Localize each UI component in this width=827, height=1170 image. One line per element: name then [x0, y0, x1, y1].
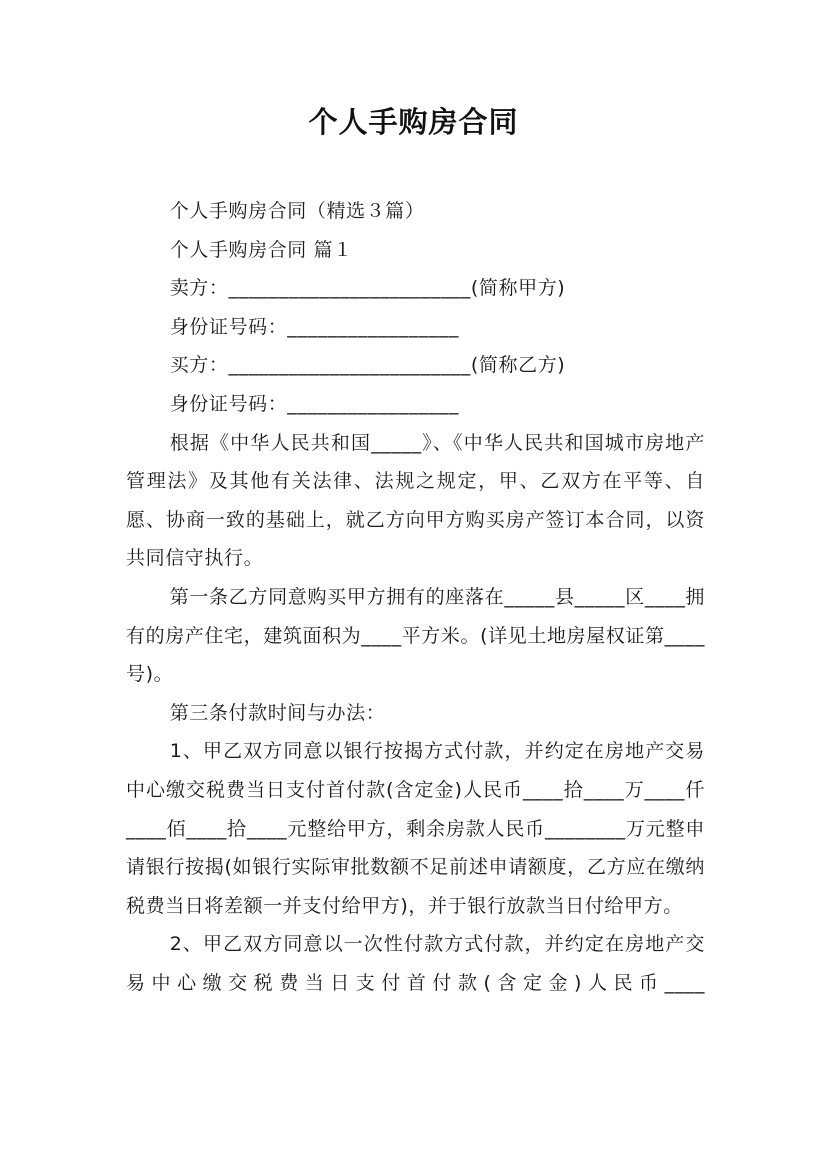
paragraph-seller-id: 身份证号码：_________________ — [169, 315, 459, 338]
document-body — [126, 192, 705, 1002]
paragraph-buyer-id: 身份证号码：_________________ — [169, 392, 459, 415]
paragraph-collection-heading: 个人手购房合同（精选３篇） — [169, 200, 425, 222]
paragraph-buyer: 买方：________________________(简称乙方) — [169, 354, 566, 377]
paragraph-article-three-heading: 第三条付款时间与办法： — [169, 701, 386, 724]
paragraph-preamble: 根据《中华人民共和国_____》、《中华人民共和国城市房地产管理法》及其他有关法律、法规之规定，甲、乙双方在平等、自愿、协商一致的基础上，就乙方向甲方购买房产签订本合同，以资共同信守执行。 — [126, 431, 705, 570]
paragraph-article-heading: 个人手购房合同 篇１ — [169, 238, 353, 261]
paragraph-payment-option-one: 1、甲乙双方同意以银行按揭方式付款，并约定在房地产交易中心缴交税费当日支付首付款(含定金)人民币____拾____万____仟____佰____拾____元整给甲方，剩余房款人民币________万元整申请银行按揭(如银行实际审批数额不足前述申请额度，乙方应在缴纳税费当日将差额一并支付给甲方)，并于银行放款当日付给甲方。 — [126, 740, 705, 917]
paragraph-payment-option-two: 2、甲乙双方同意以一次性付款方式付款，并约定在房地产交易中心缴交税费当日支付首付款(含定金)人民币____ — [126, 933, 705, 994]
document-title: 个人手购房合同 — [308, 105, 519, 139]
paragraph-article-one: 第一条乙方同意购买甲方拥有的座落在_____县_____区____拥有的房产住宅，建筑面积为____平方米。(详见土地房屋权证第____号)。 — [126, 585, 705, 686]
paragraph-seller: 卖方：________________________(简称甲方) — [169, 277, 566, 300]
